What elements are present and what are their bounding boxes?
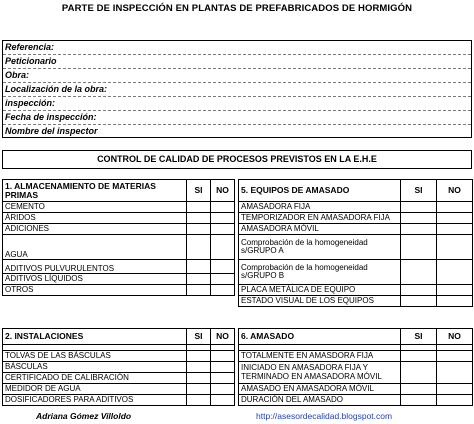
check-si[interactable] — [401, 260, 437, 285]
item-temporizador: TEMPORIZADOR EN AMASADORA FIJA — [239, 213, 401, 224]
check-no[interactable] — [211, 224, 235, 235]
header-no: NO — [211, 180, 235, 202]
check-si[interactable] — [187, 224, 211, 235]
item-agua: AGUA — [3, 235, 187, 260]
section-title-amasado: 6. AMASADO — [239, 329, 401, 345]
check-no[interactable] — [437, 235, 473, 260]
item-amasadora-fija: AMASADORA FIJA — [239, 202, 401, 213]
section-title-equipos: 5. EQUIPOS DE AMASADO — [239, 180, 401, 202]
check-no[interactable] — [437, 296, 473, 307]
check-si[interactable] — [187, 235, 211, 260]
item-amasado-movil: AMASADO EN AMASADORA MÓVIL — [239, 384, 401, 395]
form-title: PARTE DE INSPECCIÓN EN PLANTAS DE PREFABRICADOS DE HORMIGÓN — [61, 3, 413, 14]
section-title-almacenamiento: 1. ALMACENAMIENTO DE MATERIAS PRIMAS — [3, 180, 187, 202]
item-aridos: ÁRIDOS — [3, 213, 187, 224]
blog-link[interactable]: http://asesordecalidad.blogspot.com — [256, 411, 393, 421]
control-title: CONTROL DE CALIDAD DE PROCESOS PREVISTOS EN LA E.H.E — [2, 150, 472, 169]
check-si[interactable] — [401, 202, 437, 213]
item-homogeneidad-b: Comprobación de la homogeneidad s/GRUPO B — [239, 260, 401, 285]
check-no[interactable] — [211, 202, 235, 213]
table-instalaciones — [2, 328, 235, 406]
field-fecha[interactable]: Fecha de inspección: — [3, 111, 471, 125]
check-si[interactable] — [401, 351, 437, 362]
field-peticionario[interactable]: Peticionario — [3, 55, 471, 69]
item-medidor-agua: MEDIDOR DE AGUA — [3, 384, 187, 395]
item-dosificadores: DOSIFICADORES PARA ADITIVOS — [3, 395, 187, 406]
item-certificado: CERTIFICADO DE CALIBRACIÓN — [3, 373, 187, 384]
check-no[interactable] — [211, 373, 235, 384]
check-si[interactable] — [401, 384, 437, 395]
check-si[interactable] — [401, 285, 437, 296]
field-inspeccion[interactable]: inspección: — [3, 97, 471, 111]
item-estado-visual: ESTADO VISUAL DE LOS EQUIPOS — [239, 296, 401, 307]
check-no[interactable] — [211, 260, 235, 274]
check-no[interactable] — [437, 260, 473, 285]
check-no[interactable] — [211, 274, 235, 285]
check-no[interactable] — [211, 362, 235, 373]
check-si[interactable] — [401, 362, 437, 384]
check-no[interactable] — [437, 395, 473, 406]
check-si[interactable] — [187, 362, 211, 373]
check-si[interactable] — [187, 274, 211, 285]
check-no[interactable] — [211, 351, 235, 362]
check-no[interactable] — [437, 285, 473, 296]
item-homogeneidad-a: Comprobación de la homogeneidad s/GRUPO A — [239, 235, 401, 260]
table-amasado — [238, 328, 473, 406]
check-no[interactable] — [437, 362, 473, 384]
header-no: NO — [437, 329, 473, 345]
header-si: SI — [401, 329, 437, 345]
check-si[interactable] — [187, 285, 211, 296]
header-si: SI — [401, 180, 437, 202]
check-no[interactable] — [211, 395, 235, 406]
header-si: SI — [187, 329, 211, 345]
item-duracion: DURACIÓN DEL AMASADO — [239, 395, 401, 406]
author-credit: Adriana Gómez Villoldo — [36, 411, 132, 421]
check-si[interactable] — [187, 395, 211, 406]
header-si: SI — [187, 180, 211, 202]
item-adiciones: ADICIONES — [3, 224, 187, 235]
check-no[interactable] — [211, 213, 235, 224]
item-otros: OTROS — [3, 285, 187, 296]
check-no[interactable] — [211, 285, 235, 296]
check-no[interactable] — [437, 224, 473, 235]
item-aditivos-liquidos: ADITIVOS LÍQUIDOS — [3, 274, 187, 285]
check-no[interactable] — [211, 384, 235, 395]
item-iniciado-fija: INICIADO EN AMASADORA FIJA Y TERMINADO EN AMASADORA MÓVIL — [239, 362, 401, 384]
check-si[interactable] — [187, 351, 211, 362]
check-si[interactable] — [401, 224, 437, 235]
check-si[interactable] — [401, 213, 437, 224]
item-basculas: BÁSCULAS — [3, 362, 187, 373]
check-si[interactable] — [187, 373, 211, 384]
section-title-instalaciones: 2. INSTALACIONES — [3, 329, 187, 345]
item-tolvas: TOLVAS DE LAS BÁSCULAS — [3, 351, 187, 362]
check-si[interactable] — [187, 202, 211, 213]
check-si[interactable] — [401, 235, 437, 260]
item-amasadora-movil: AMASADORA MÓVIL — [239, 224, 401, 235]
check-si[interactable] — [187, 213, 211, 224]
item-cemento: CEMENTO — [3, 202, 187, 213]
field-inspector[interactable]: Nombre del inspector — [5, 126, 98, 136]
field-referencia[interactable]: Referencia: — [3, 41, 471, 55]
check-si[interactable] — [401, 395, 437, 406]
header-no: NO — [211, 329, 235, 345]
check-no[interactable] — [211, 235, 235, 260]
check-no[interactable] — [437, 384, 473, 395]
check-no[interactable] — [437, 202, 473, 213]
item-totalmente-fija: TOTALMENTE EN AMASDORA FIJA — [239, 351, 401, 362]
field-obra[interactable]: Obra: — [3, 69, 471, 83]
header-no: NO — [437, 180, 473, 202]
field-localizacion[interactable]: Localización de la obra: — [3, 83, 471, 97]
check-si[interactable] — [187, 260, 211, 274]
check-no[interactable] — [437, 351, 473, 362]
item-aditivos-pulverulentos: ADITIVOS PULVURULENTOS — [3, 260, 187, 274]
check-no[interactable] — [437, 213, 473, 224]
table-equipos — [238, 179, 473, 307]
item-placa-metalica: PLACA METÁLICA DE EQUIPO — [239, 285, 401, 296]
table-almacenamiento — [2, 179, 235, 296]
check-si[interactable] — [187, 384, 211, 395]
check-si[interactable] — [401, 296, 437, 307]
header-fields — [2, 40, 472, 138]
